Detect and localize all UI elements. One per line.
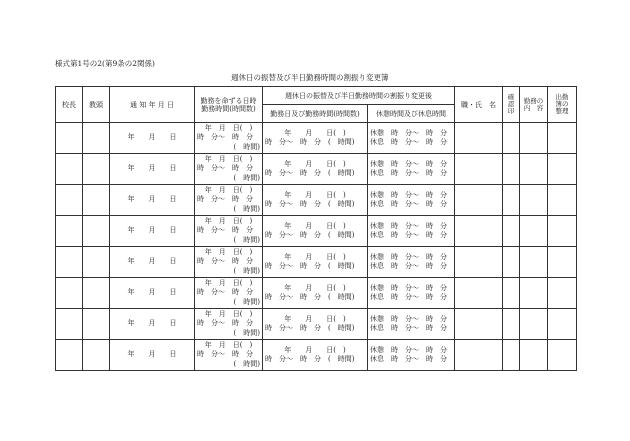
attendance-cell <box>548 123 577 154</box>
work-day-hours-text: 時 分〜 時 分 ( 時間) <box>265 355 355 363</box>
rest-hours-text: 休憩 時 分〜 時 分 <box>370 252 447 261</box>
attendance-cell <box>548 216 577 247</box>
ordered-datetime-text: ( 時間) <box>233 235 260 244</box>
work-day-hours-text: 年 月 日( ) <box>284 159 346 168</box>
ordered-datetime-text: ( 時間) <box>233 204 260 213</box>
duty-content-cell <box>520 340 548 371</box>
vice-principal-stamp-cell <box>83 216 110 247</box>
position-name-cell <box>455 309 503 340</box>
notice-date-cell <box>110 309 195 340</box>
attendance-cell <box>548 340 577 371</box>
header-ordered-datetime-line1: 勤務を命ずる日時 <box>200 96 257 105</box>
position-name-cell <box>455 185 503 216</box>
header-rest-hours: 休憩時間及び休息時間 <box>368 105 455 123</box>
vice-principal-stamp-cell <box>83 185 110 216</box>
work-day-hours-cell <box>263 123 368 154</box>
duty-content-cell <box>520 216 548 247</box>
attendance-cell <box>548 185 577 216</box>
work-day-hours-cell <box>263 216 368 247</box>
notice-date-cell <box>110 247 195 278</box>
header-work-day-hours: 勤務日及び勤務時間(時間数) <box>263 105 368 123</box>
principal-stamp-cell <box>56 154 83 185</box>
ordered-datetime-text: 年 月 日( ) <box>204 278 253 287</box>
principal-stamp-cell <box>56 309 83 340</box>
ordered-datetime-text: ( 時間) <box>233 142 260 151</box>
ordered-datetime-text: 年 月 日( ) <box>204 247 253 256</box>
duty-content-cell <box>520 247 548 278</box>
header-attendance-1: 出勤 <box>555 93 569 101</box>
rest-hours-text: 休憩 時 分〜 時 分 <box>370 159 447 168</box>
notice-date-cell <box>110 123 195 154</box>
confirm-stamp-cell <box>503 309 520 340</box>
position-name-cell <box>455 247 503 278</box>
notice-date-text: 年 月 日 <box>127 195 177 204</box>
rest-hours-text: 休憩 時 分〜 時 分 <box>370 128 447 137</box>
ordered-datetime-text: 時 分〜 時 分 <box>197 350 253 359</box>
ordered-datetime-cell <box>195 216 263 247</box>
header-confirm-stamp <box>503 87 520 123</box>
rest-hours-text: 休息 時 分〜 時 分 <box>370 324 447 332</box>
ordered-datetime-text: 年 月 日( ) <box>204 185 253 194</box>
rest-hours-cell <box>368 185 455 216</box>
confirm-stamp-cell <box>503 247 520 278</box>
rest-hours-cell <box>368 278 455 309</box>
duty-content-cell <box>520 278 548 309</box>
header-ordered-datetime <box>195 87 263 123</box>
attendance-cell <box>548 309 577 340</box>
notice-date-text: 年 月 日 <box>127 350 177 359</box>
rest-hours-text: 休息 時 分〜 時 分 <box>370 355 447 363</box>
ordered-datetime-cell <box>195 340 263 371</box>
attendance-cell <box>548 154 577 185</box>
work-day-hours-cell <box>263 154 368 185</box>
table-row <box>56 216 577 247</box>
ordered-datetime-text: 年 月 日( ) <box>204 154 253 163</box>
duty-content-cell <box>520 309 548 340</box>
table-row <box>56 154 577 185</box>
position-name-cell <box>455 154 503 185</box>
header-position-name: 職・氏 名 <box>455 87 503 123</box>
confirm-stamp-cell <box>503 278 520 309</box>
vice-principal-stamp-cell <box>83 154 110 185</box>
table-row <box>56 247 577 278</box>
ordered-datetime-cell <box>195 278 263 309</box>
duty-content-cell <box>520 154 548 185</box>
ordered-datetime-text: ( 時間) <box>233 359 260 368</box>
work-day-hours-text: 年 月 日( ) <box>284 128 346 137</box>
work-day-hours-text: 時 分〜 時 分 ( 時間) <box>265 293 355 301</box>
work-day-hours-text: 時 分〜 時 分 ( 時間) <box>265 169 355 177</box>
ordered-datetime-cell <box>195 123 263 154</box>
header-vice-principal: 教頭 <box>83 87 110 123</box>
header-duty-content-1: 勤務の <box>523 96 544 105</box>
work-day-hours-text: 年 月 日( ) <box>284 345 346 354</box>
notice-date-text: 年 月 日 <box>127 226 177 235</box>
work-day-hours-cell <box>263 247 368 278</box>
header-duty-content-2: 内 容 <box>523 103 544 112</box>
vice-principal-stamp-cell <box>83 123 110 154</box>
work-day-hours-text: 時 分〜 時 分 ( 時間) <box>265 231 355 239</box>
ordered-datetime-text: 時 分〜 時 分 <box>197 195 253 204</box>
ordered-datetime-cell <box>195 247 263 278</box>
ordered-datetime-text: ( 時間) <box>233 328 260 337</box>
position-name-cell <box>455 123 503 154</box>
rest-hours-text: 休憩 時 分〜 時 分 <box>370 314 447 323</box>
rest-hours-cell <box>368 247 455 278</box>
notice-date-text: 年 月 日 <box>127 257 177 266</box>
notice-date-cell <box>110 154 195 185</box>
header-attendance <box>548 87 577 123</box>
rest-hours-text: 休憩 時 分〜 時 分 <box>370 221 447 230</box>
work-day-hours-text: 年 月 日( ) <box>284 252 346 261</box>
notice-date-text: 年 月 日 <box>127 164 177 173</box>
ordered-datetime-cell <box>195 309 263 340</box>
work-day-hours-text: 年 月 日( ) <box>284 190 346 199</box>
ordered-datetime-text: 年 月 日( ) <box>204 340 253 349</box>
ordered-datetime-text: 年 月 日( ) <box>204 123 253 132</box>
table-row <box>56 309 577 340</box>
principal-stamp-cell <box>56 185 83 216</box>
table-row <box>56 340 577 371</box>
rest-hours-cell <box>368 123 455 154</box>
notice-date-cell <box>110 216 195 247</box>
ordered-datetime-text: ( 時間) <box>233 297 260 306</box>
rest-hours-text: 休息 時 分〜 時 分 <box>370 138 447 146</box>
rest-hours-text: 休憩 時 分〜 時 分 <box>370 190 447 199</box>
notice-date-cell <box>110 340 195 371</box>
work-day-hours-text: 時 分〜 時 分 ( 時間) <box>265 138 355 146</box>
header-confirm-stamp-3: 印 <box>507 107 515 115</box>
notice-date-text: 年 月 日 <box>127 319 177 328</box>
work-day-hours-text: 年 月 日( ) <box>284 314 346 323</box>
principal-stamp-cell <box>56 216 83 247</box>
attendance-cell <box>548 247 577 278</box>
rest-hours-cell <box>368 216 455 247</box>
ordered-datetime-cell <box>195 154 263 185</box>
header-attendance-2: 簿の <box>555 100 569 108</box>
principal-stamp-cell <box>56 123 83 154</box>
form-number: 様式第1号の2(第9条の2関係) <box>55 59 155 68</box>
notice-date-text: 年 月 日 <box>127 288 177 297</box>
rest-hours-cell <box>368 340 455 371</box>
vice-principal-stamp-cell <box>83 247 110 278</box>
work-day-hours-cell <box>263 185 368 216</box>
rest-hours-text: 休息 時 分〜 時 分 <box>370 200 447 208</box>
table-row <box>56 185 577 216</box>
duty-content-cell <box>520 185 548 216</box>
header-attendance-3: 整理 <box>555 107 569 115</box>
work-day-hours-text: 時 分〜 時 分 ( 時間) <box>265 262 355 270</box>
position-name-cell <box>455 216 503 247</box>
rest-hours-cell <box>368 154 455 185</box>
ledger-rows <box>56 123 577 371</box>
work-day-hours-text: 年 月 日( ) <box>284 283 346 292</box>
change-ledger-table <box>55 86 577 371</box>
header-duty-content <box>520 87 548 123</box>
ordered-datetime-text: 時 分〜 時 分 <box>197 319 253 328</box>
table-row <box>56 123 577 154</box>
ordered-datetime-text: 時 分〜 時 分 <box>197 133 253 142</box>
work-day-hours-cell <box>263 309 368 340</box>
ordered-datetime-text: ( 時間) <box>233 173 260 182</box>
header-after-change: 週休日の振替及び半日勤務時間の割振り変更後 <box>263 87 455 105</box>
vice-principal-stamp-cell <box>83 340 110 371</box>
vice-principal-stamp-cell <box>83 309 110 340</box>
ordered-datetime-text: 時 分〜 時 分 <box>197 164 253 173</box>
ordered-datetime-text: 時 分〜 時 分 <box>197 288 253 297</box>
confirm-stamp-cell <box>503 154 520 185</box>
work-day-hours-text: 年 月 日( ) <box>284 221 346 230</box>
confirm-stamp-cell <box>503 340 520 371</box>
position-name-cell <box>455 340 503 371</box>
ordered-datetime-cell <box>195 185 263 216</box>
confirm-stamp-cell <box>503 123 520 154</box>
rest-hours-text: 休息 時 分〜 時 分 <box>370 293 447 301</box>
principal-stamp-cell <box>56 278 83 309</box>
header-notice-date: 通 知 年 月 日 <box>110 87 195 123</box>
rest-hours-text: 休憩 時 分〜 時 分 <box>370 345 447 354</box>
rest-hours-text: 休憩 時 分〜 時 分 <box>370 283 447 292</box>
header-confirm-stamp-2: 認 <box>507 100 515 108</box>
notice-date-cell <box>110 185 195 216</box>
work-day-hours-cell <box>263 278 368 309</box>
table-row <box>56 278 577 309</box>
rest-hours-text: 休息 時 分〜 時 分 <box>370 231 447 239</box>
confirm-stamp-cell <box>503 185 520 216</box>
ordered-datetime-text: 年 月 日( ) <box>204 309 253 318</box>
vice-principal-stamp-cell <box>83 278 110 309</box>
attendance-cell <box>548 278 577 309</box>
form-title: 週休日の振替及び半日勤務時間の割振り変更簿 <box>231 73 389 82</box>
ordered-datetime-text: 年 月 日( ) <box>204 216 253 225</box>
rest-hours-text: 休息 時 分〜 時 分 <box>370 169 447 177</box>
duty-content-cell <box>520 123 548 154</box>
ordered-datetime-text: ( 時間) <box>233 266 260 275</box>
work-day-hours-cell <box>263 340 368 371</box>
principal-stamp-cell <box>56 340 83 371</box>
notice-date-text: 年 月 日 <box>127 133 177 142</box>
work-day-hours-text: 時 分〜 時 分 ( 時間) <box>265 324 355 332</box>
position-name-cell <box>455 278 503 309</box>
notice-date-cell <box>110 278 195 309</box>
principal-stamp-cell <box>56 247 83 278</box>
header-ordered-datetime-line2: 勤務時間(時間数) <box>201 104 256 113</box>
ordered-datetime-text: 時 分〜 時 分 <box>197 257 253 266</box>
header-confirm-stamp-1: 確 <box>507 93 515 101</box>
rest-hours-text: 休息 時 分〜 時 分 <box>370 262 447 270</box>
confirm-stamp-cell <box>503 216 520 247</box>
ordered-datetime-text: 時 分〜 時 分 <box>197 226 253 235</box>
rest-hours-cell <box>368 309 455 340</box>
header-principal: 校長 <box>56 87 83 123</box>
work-day-hours-text: 時 分〜 時 分 ( 時間) <box>265 200 355 208</box>
